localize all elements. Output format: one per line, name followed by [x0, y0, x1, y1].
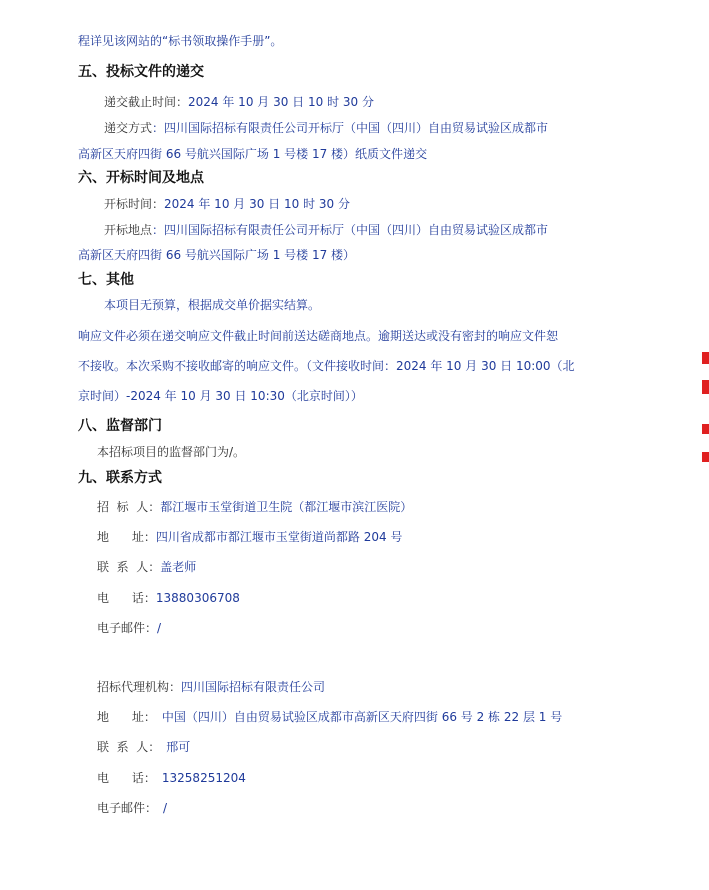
other-paragraph-2-line-3: 京时间）-2024 年 10 月 30 日 10:30（北京时间）） — [78, 389, 363, 403]
other-paragraph-1: 本项目无预算，根据成交单价据实结算。 — [104, 298, 321, 312]
agency-name-label: 招标代理机构： — [97, 680, 182, 694]
intro-text: 程详见该网站的“标书领取操作手册”。 — [78, 34, 283, 48]
tenderer-phone — [97, 590, 240, 606]
tenderer-email — [97, 620, 161, 636]
submission-deadline — [104, 94, 374, 110]
submission-deadline-value: 2024 年 10 月 30 日 10 时 30 分 — [188, 95, 374, 109]
agency-email-value: / — [163, 801, 168, 815]
edge-mark-2 — [702, 380, 709, 394]
tenderer-name-label: 招 标 人： — [97, 500, 161, 514]
tenderer-contact — [97, 559, 196, 575]
section-9-heading: 九、联系方式 — [78, 470, 162, 486]
edge-mark-1 — [702, 352, 709, 364]
tenderer-phone-label: 电 话： — [97, 591, 156, 605]
section-5-heading: 五、投标文件的递交 — [78, 64, 204, 80]
tenderer-contact-value: 盖老师 — [160, 560, 197, 574]
opening-time — [104, 196, 350, 212]
submission-method — [104, 120, 548, 136]
agency-address-label: 地 址： — [97, 710, 156, 724]
tenderer-email-value: / — [157, 621, 162, 635]
opening-place-label: 开标地点 — [104, 223, 153, 237]
agency-contact-label: 联 系 人： — [97, 740, 161, 754]
submission-method-value: ：四川国际招标有限责任公司开标厅（中国（四川）自由贸易试验区成都市 — [152, 121, 549, 135]
supervision-text: 本招标项目的监督部门为/。 — [97, 445, 246, 459]
agency-phone — [97, 770, 246, 786]
edge-mark-3 — [702, 424, 709, 434]
tenderer-address-value: 四川省成都市都江堰市玉堂街道尚都路 204 号 — [155, 530, 403, 544]
tenderer-phone-value: 13880306708 — [155, 591, 240, 605]
agency-name — [97, 679, 325, 695]
opening-time-label: 开标时间： — [104, 197, 165, 211]
tenderer-contact-label: 联 系 人： — [97, 560, 161, 574]
tenderer-name — [97, 499, 412, 515]
opening-place-value: ：四川国际招标有限责任公司开标厅（中国（四川）自由贸易试验区成都市 — [152, 223, 549, 237]
opening-place-cont: 高新区天府四街 66 号航兴国际广场 1 号楼 17 楼） — [78, 248, 356, 262]
tenderer-name-value: 都江堰市玉堂街道卫生院（都江堰市滨江医院） — [160, 500, 413, 514]
agency-phone-label: 电 话： — [97, 771, 156, 785]
other-paragraph-2-line-2: 不接收。本次采购不接收邮寄的响应文件。（文件接收时间：2024 年 10 月 30 日 10:00（北 — [78, 359, 575, 373]
tenderer-email-label: 电子邮件： — [97, 621, 158, 635]
section-7-heading: 七、其他 — [78, 272, 134, 288]
agency-contact — [97, 739, 190, 755]
submission-method-label: 递交方式 — [104, 121, 153, 135]
agency-address — [97, 709, 562, 725]
other-paragraph-2-line-1: 响应文件必须在递交响应文件截止时间前送达磋商地点。逾期送达或没有密封的响应文件恕 — [78, 329, 559, 343]
submission-method-cont: 高新区天府四街 66 号航兴国际广场 1 号楼 17 楼）纸质文件递交 — [78, 147, 428, 161]
agency-contact-value: 邢可 — [166, 740, 191, 754]
agency-phone-value: 13258251204 — [161, 771, 246, 785]
opening-time-value: 2024 年 10 月 30 日 10 时 30 分 — [164, 197, 350, 211]
opening-place — [104, 222, 548, 238]
agency-email — [97, 800, 167, 816]
agency-address-value: 中国（四川）自由贸易试验区成都市高新区天府四街 66 号 2 栋 22 层 1 号 — [161, 710, 563, 724]
section-8-heading: 八、监督部门 — [78, 418, 162, 434]
agency-email-label: 电子邮件： — [97, 801, 158, 815]
tenderer-address-label: 地 址： — [97, 530, 156, 544]
agency-name-value: 四川国际招标有限责任公司 — [181, 680, 326, 694]
submission-deadline-label: 递交截止时间： — [104, 95, 189, 109]
edge-mark-4 — [702, 452, 709, 462]
tenderer-address — [97, 529, 402, 545]
section-6-heading: 六、开标时间及地点 — [78, 170, 204, 186]
